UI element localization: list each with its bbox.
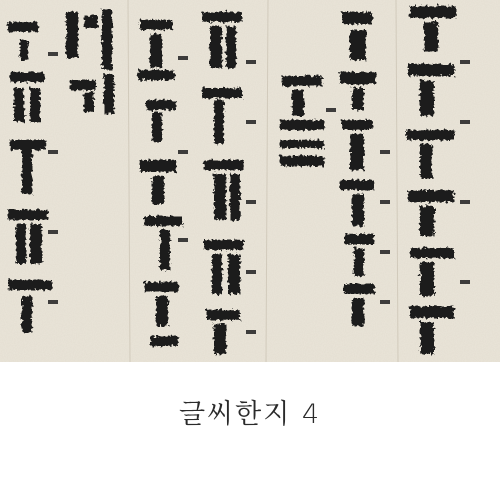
- caption: 글씨한지 4: [178, 399, 322, 430]
